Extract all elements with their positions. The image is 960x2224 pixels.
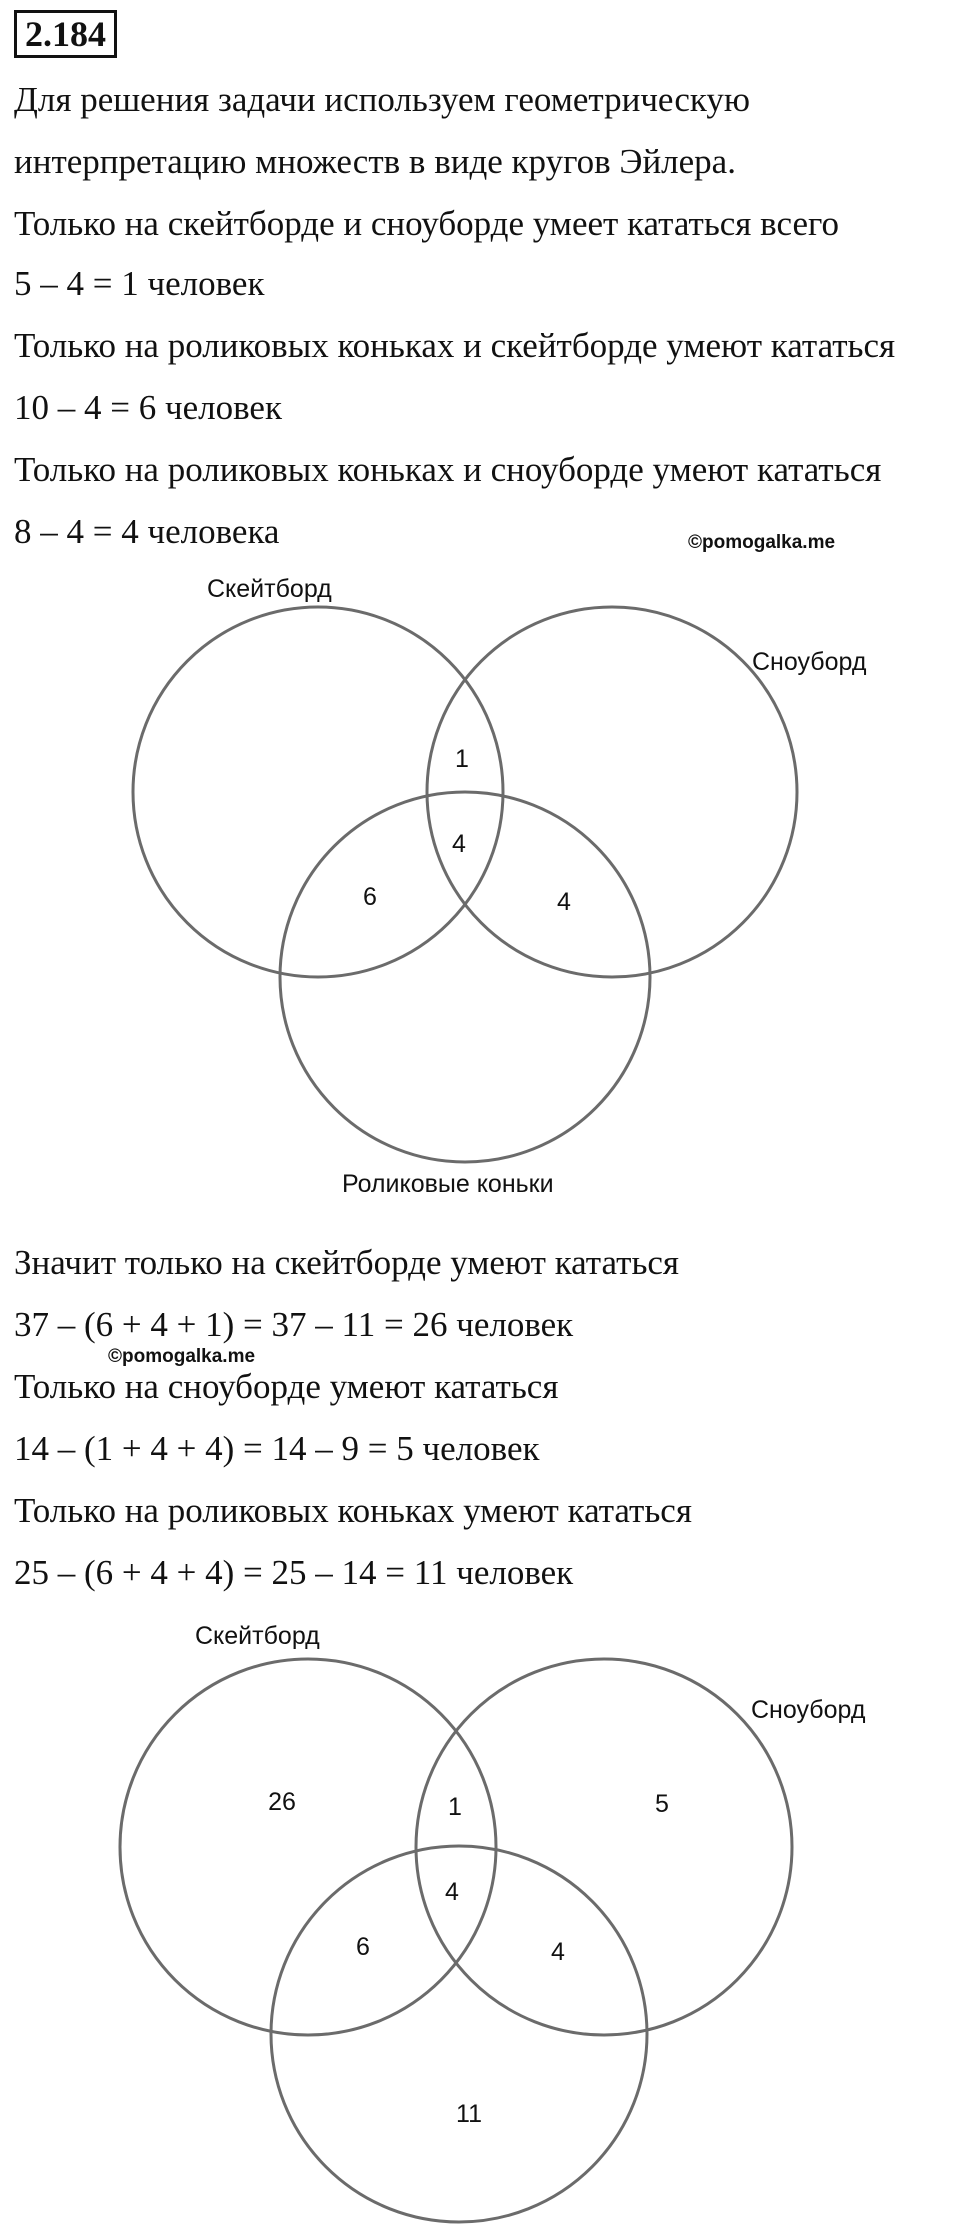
problem-number: 2.184 (14, 10, 117, 58)
region-snow-only: 5 (655, 1790, 669, 1818)
rollers-skate-statement: Только на роликовых коньках и скейтборде умеют кататься (14, 326, 896, 365)
skate-snow-statement: Только на скейтборде и сноуборде умеет кататься всего (14, 204, 839, 243)
region-skate-snow: 1 (448, 1793, 462, 1821)
rollers-label: Роликовые коньки (342, 1170, 554, 1198)
region-skate-snow: 1 (455, 745, 469, 773)
watermark-top: ©pomogalka.me (688, 532, 836, 553)
rollers-skate-calc: 10 – 4 = 6 человек (14, 388, 282, 427)
snowboard-label: Сноуборд (752, 648, 867, 676)
skateboard-label: Скейтборд (207, 575, 332, 603)
region-rollers-only: 11 (456, 2100, 482, 2128)
region-all-three: 4 (445, 1878, 459, 1906)
region-all-three: 4 (452, 830, 466, 858)
rollers-only-calc: 25 – (6 + 4 + 4) = 25 – 14 = 11 человек (14, 1553, 574, 1592)
skateboard-label: Скейтборд (195, 1622, 320, 1650)
skate-snow-calc: 5 – 4 = 1 человек (14, 264, 265, 303)
region-skate-rollers: 6 (356, 1933, 370, 1961)
watermark-middle: ©pomogalka.me (108, 1346, 256, 1367)
snow-only-calc: 14 – (1 + 4 + 4) = 14 – 9 = 5 человек (14, 1429, 540, 1468)
region-snow-rollers: 4 (557, 888, 571, 916)
snowboard-label: Сноуборд (751, 1696, 866, 1724)
skate-only-calc: 37 – (6 + 4 + 1) = 37 – 11 = 26 человек (14, 1305, 574, 1344)
intro-line-2: интерпретацию множеств в виде кругов Эйлера. (14, 142, 736, 181)
skate-only-statement: Значит только на скейтборде умеют кататься (14, 1243, 680, 1282)
region-snow-rollers: 4 (551, 1938, 565, 1966)
region-skate-only: 26 (268, 1788, 296, 1816)
venn-diagram-1 (0, 560, 960, 1210)
snow-only-statement: Только на сноуборде умеют кататься (14, 1367, 559, 1406)
rollers-snow-statement: Только на роликовых коньках и сноуборде умеют кататься (14, 450, 882, 489)
rollers-snow-calc: 8 – 4 = 4 человека (14, 512, 280, 551)
rollers-only-statement: Только на роликовых коньках умеют кататься (14, 1491, 692, 1530)
intro-line-1: Для решения задачи используем геометрическую (14, 80, 751, 119)
region-skate-rollers: 6 (363, 883, 377, 911)
venn-diagram-2 (0, 1610, 960, 2224)
